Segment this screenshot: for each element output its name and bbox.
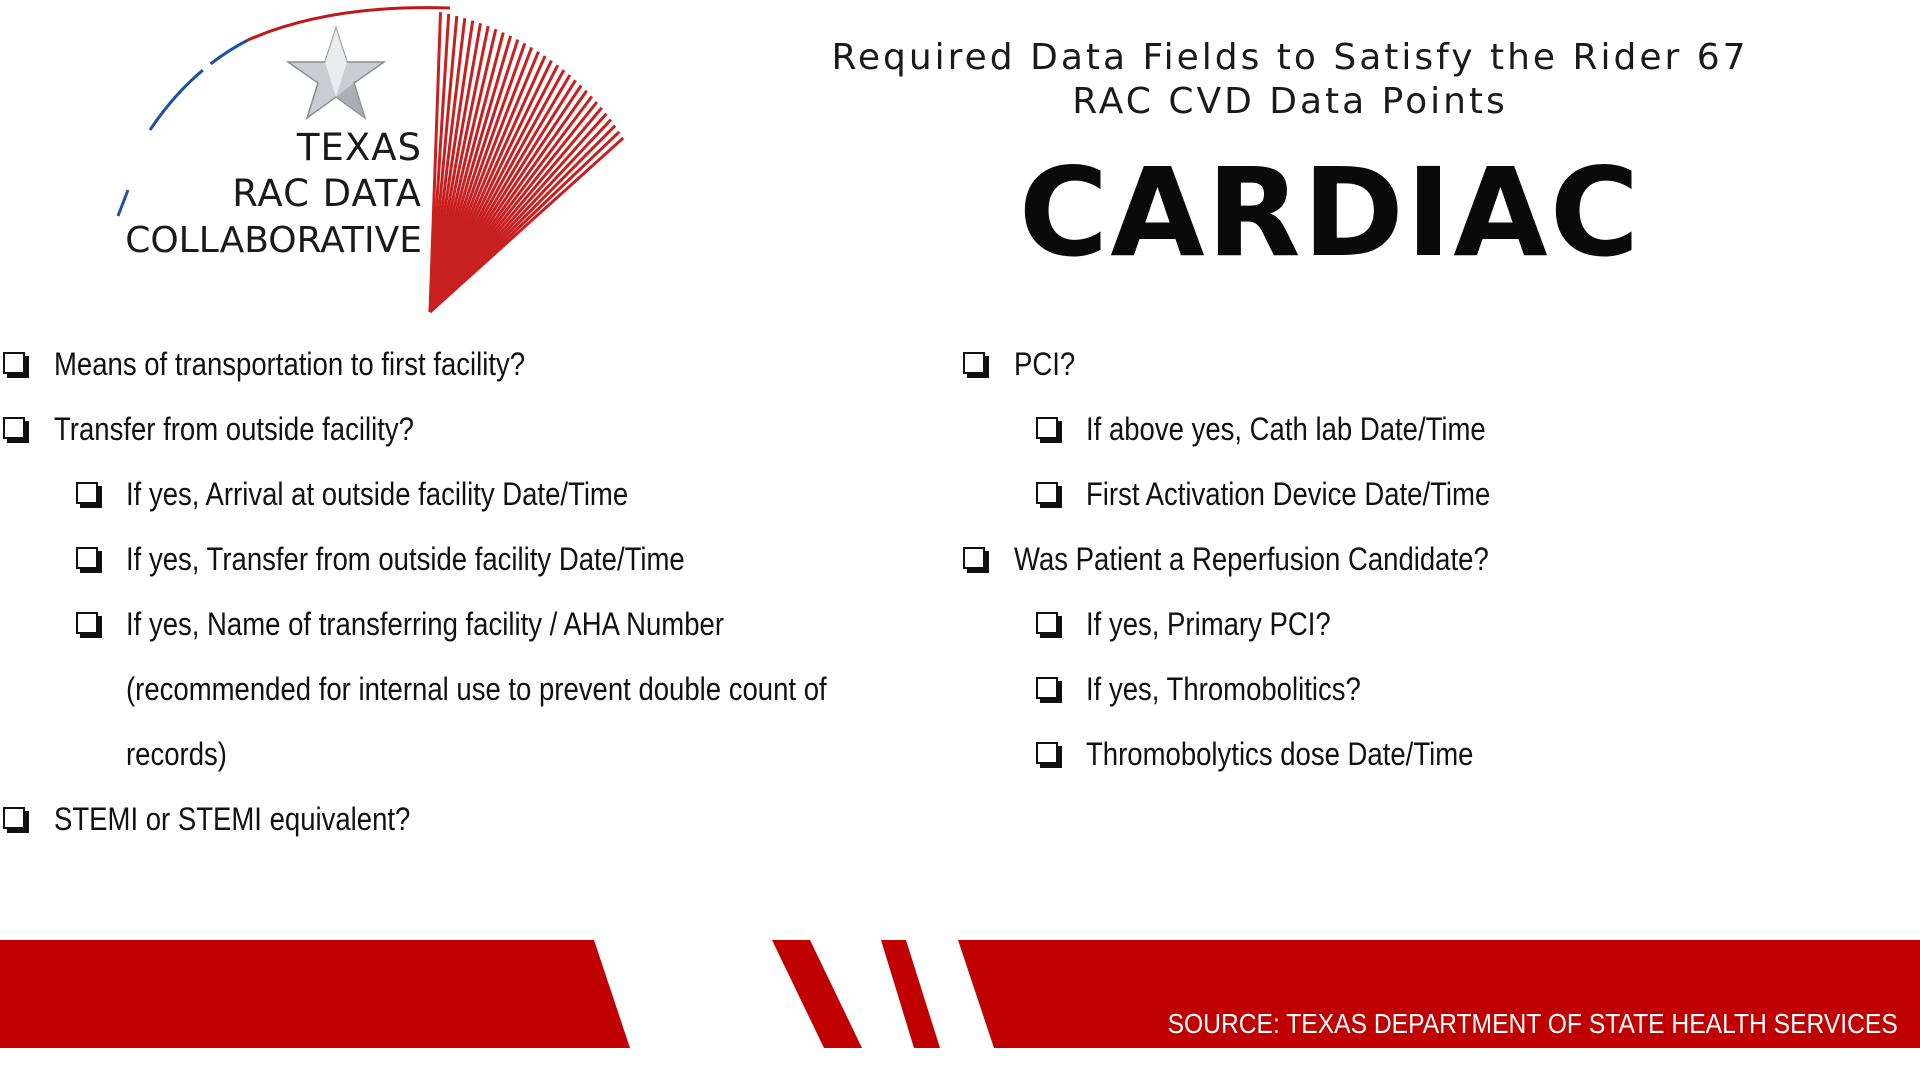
checklist-item <box>0 787 900 852</box>
texas-rac-data-collaborative-logo <box>0 0 680 330</box>
checkbox-icon <box>76 482 98 504</box>
logo-text-texas: TEXAS <box>296 126 422 169</box>
header-subtitle <box>740 36 1840 124</box>
subtitle-line-1: Required Data Fields to Satisfy the Rider 67 <box>831 37 1749 78</box>
subtitle-line-2: RAC CVD Data Points <box>1072 81 1508 122</box>
checklist-item-text: If yes, Primary PCI? <box>1086 606 1331 642</box>
checkbox-icon <box>963 547 985 569</box>
checklist-item <box>0 332 900 397</box>
logo-blue-arc <box>150 40 248 130</box>
checklist-item <box>960 657 1860 722</box>
checkbox-icon <box>3 417 25 439</box>
checklist-item-text: PCI? <box>1014 346 1076 382</box>
checkbox-icon <box>3 807 25 829</box>
checklist-item <box>960 527 1860 592</box>
footer-stripe-2 <box>881 940 940 1048</box>
checkbox-icon <box>1036 612 1058 634</box>
checklist-item-text: If yes, Thromobolitics? <box>1086 671 1361 707</box>
checklist-item <box>0 397 900 462</box>
logo-text-rac-data: RAC DATA <box>232 172 422 215</box>
footer-band-left <box>0 940 630 1048</box>
checklist-item-text: Means of transportation to first facility? <box>54 346 526 382</box>
checklist-item <box>0 592 900 657</box>
footer-stripe-1 <box>772 940 862 1048</box>
checklist-item-text: First Activation Device Date/Time <box>1086 476 1491 512</box>
checklist-item <box>960 592 1860 657</box>
star-icon <box>288 28 384 118</box>
checkbox-icon <box>1036 417 1058 439</box>
footer-source-text: SOURCE: TEXAS DEPARTMENT OF STATE HEALTH SERVICES <box>1167 1008 1898 1039</box>
checklist-item-text: If yes, Arrival at outside facility Date/Time <box>126 476 629 512</box>
checklist-item-text: STEMI or STEMI equivalent? <box>54 801 411 837</box>
right-checklist <box>960 332 1860 787</box>
checklist-item <box>960 722 1860 787</box>
logo-red-arc <box>248 8 450 40</box>
checklist-item-text: Thromobolytics dose Date/Time <box>1086 736 1474 772</box>
checklist-item <box>0 527 900 592</box>
logo-text-collaborative: COLLABORATIVE <box>125 220 422 261</box>
checklist-item-text: Was Patient a Reperfusion Candidate? <box>1014 541 1489 577</box>
logo-red-fan <box>430 12 623 312</box>
checklist-item-text: Transfer from outside facility? <box>54 411 414 447</box>
checklist-item-text: If above yes, Cath lab Date/Time <box>1086 411 1486 447</box>
checkbox-icon <box>1036 482 1058 504</box>
checklist-item <box>960 462 1860 527</box>
logo-blue-tick <box>118 190 128 216</box>
checklist-item-text: (recommended for internal use to prevent double count of <box>126 671 827 707</box>
checkbox-icon <box>1036 742 1058 764</box>
checklist-item-continuation <box>0 722 900 787</box>
checkbox-icon <box>1036 677 1058 699</box>
checklist-item <box>960 397 1860 462</box>
left-checklist <box>0 332 900 852</box>
checklist-item-text: records) <box>126 736 227 772</box>
checkbox-icon <box>3 352 25 374</box>
checkbox-icon <box>76 612 98 634</box>
checklist-item <box>0 462 900 527</box>
checkbox-icon <box>76 547 98 569</box>
checkbox-icon <box>963 352 985 374</box>
checklist-item <box>960 332 1860 397</box>
page-title: CARDIAC <box>1018 142 1642 284</box>
checklist-item-text: If yes, Transfer from outside facility Date/Time <box>126 541 685 577</box>
checklist-item-text: If yes, Name of transferring facility / AHA Number <box>126 606 725 642</box>
checklist-item-continuation <box>0 657 900 722</box>
